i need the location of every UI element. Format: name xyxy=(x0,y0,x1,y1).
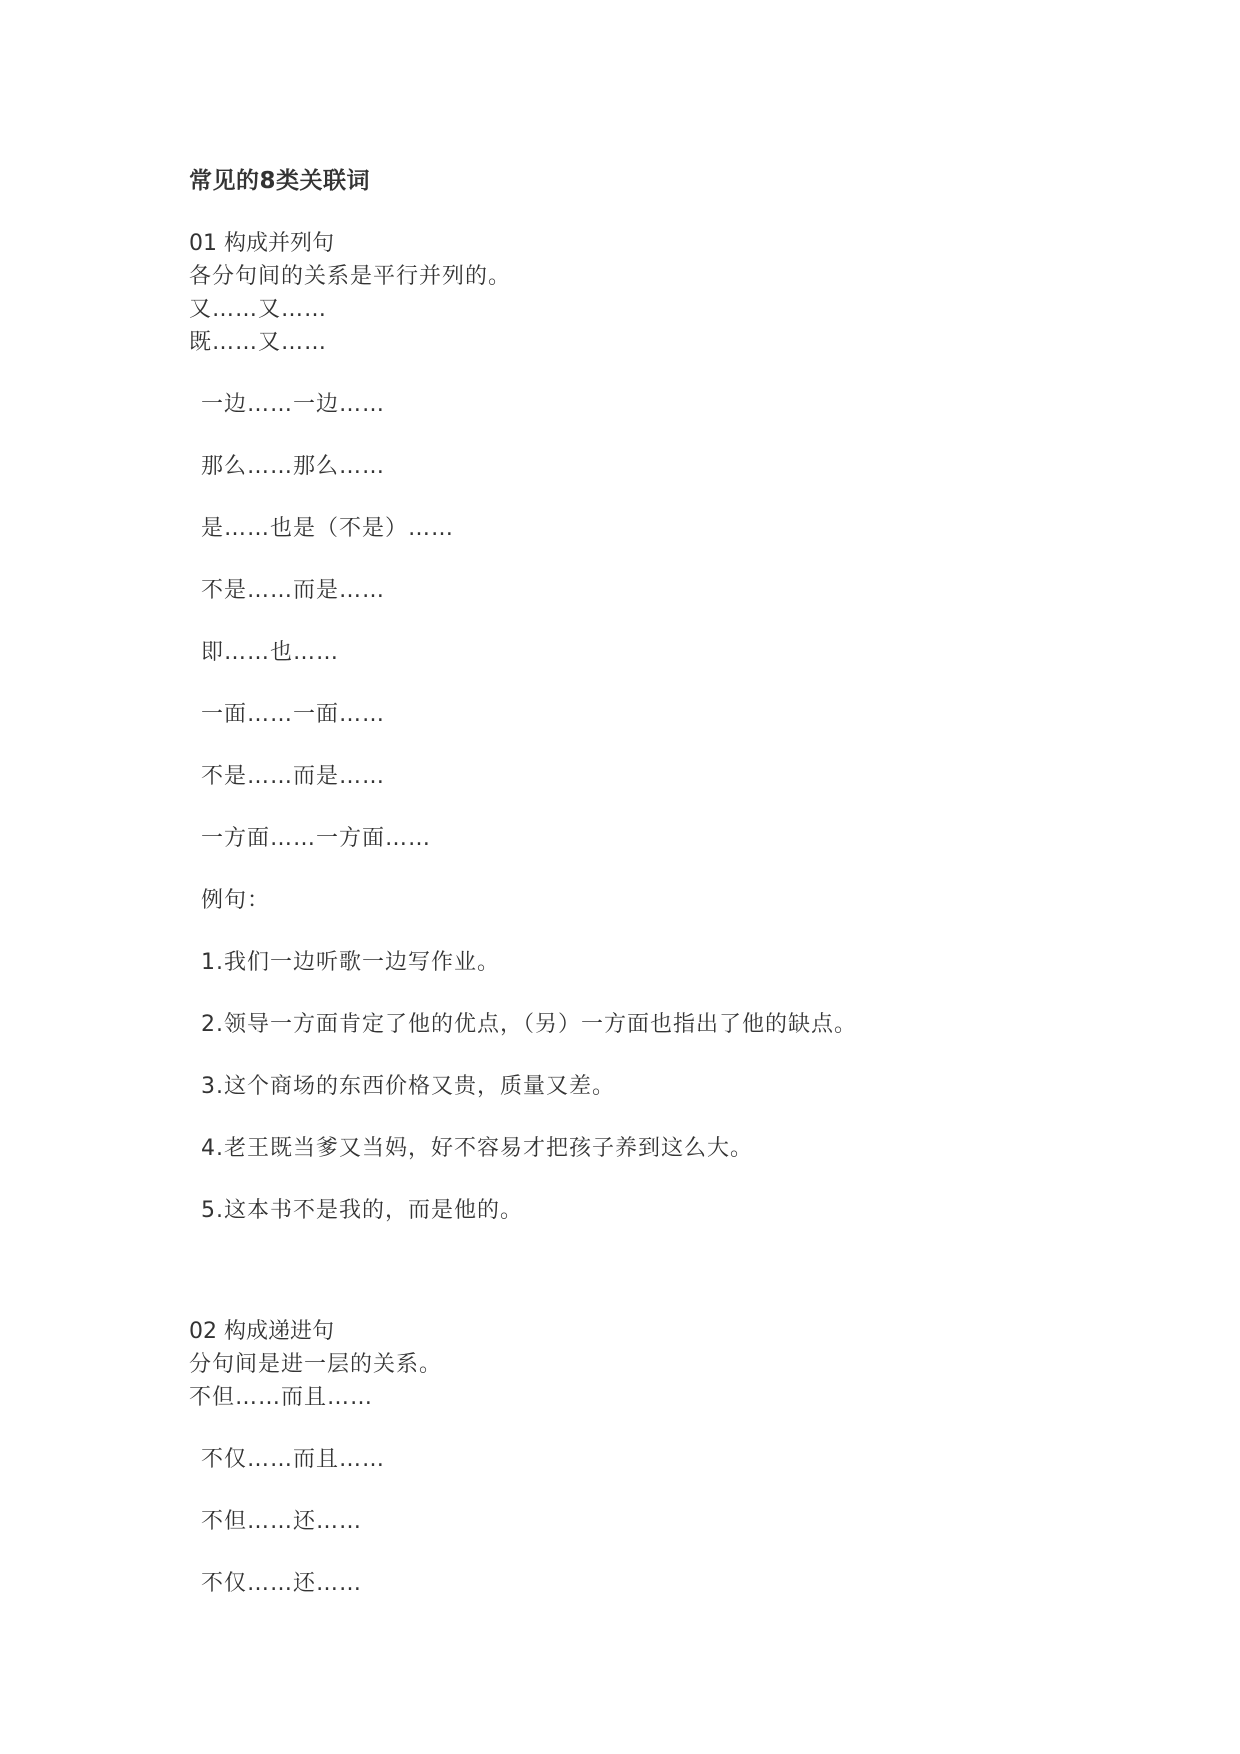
conjunction-pair: 不但……还…… xyxy=(201,1509,363,1534)
conjunction-pair: 不仅……而且…… xyxy=(201,1447,386,1472)
conjunction-pair: 一方面……一方面…… xyxy=(201,826,432,851)
section-heading: 02 构成递进句 xyxy=(189,1319,334,1344)
conjunction-pair: 不但……而且…… xyxy=(189,1385,374,1410)
conjunction-pair: 那么……那么…… xyxy=(201,454,386,479)
example-sentence: 1.我们一边听歌一边写作业。 xyxy=(201,950,500,975)
section-heading: 01 构成并列句 xyxy=(189,231,334,256)
example-sentence: 3.这个商场的东西价格又贵，质量又差。 xyxy=(201,1074,615,1099)
conjunction-pair: 是……也是（不是）…… xyxy=(201,516,455,541)
page-title: 常见的8类关联词 xyxy=(189,168,371,194)
examples-label: 例句： xyxy=(201,888,271,913)
conjunction-pair: 不仅……还…… xyxy=(201,1571,363,1596)
example-sentence: 4.老王既当爹又当妈，好不容易才把孩子养到这么大。 xyxy=(201,1136,753,1161)
conjunction-pair: 又……又…… xyxy=(189,297,328,322)
conjunction-pair: 一边……一边…… xyxy=(201,392,386,417)
conjunction-pair: 一面……一面…… xyxy=(201,702,386,727)
conjunction-pair: 既……又…… xyxy=(189,330,328,355)
section-description: 各分句间的关系是平行并列的。 xyxy=(189,264,512,289)
example-sentence: 2.领导一方面肯定了他的优点，（另）一方面也指出了他的缺点。 xyxy=(201,1012,857,1037)
conjunction-pair: 即……也…… xyxy=(201,640,340,665)
conjunction-pair: 不是……而是…… xyxy=(201,578,386,603)
example-sentence: 5.这本书不是我的，而是他的。 xyxy=(201,1198,523,1223)
conjunction-pair: 不是……而是…… xyxy=(201,764,386,789)
section-description: 分句间是进一层的关系。 xyxy=(189,1352,443,1377)
